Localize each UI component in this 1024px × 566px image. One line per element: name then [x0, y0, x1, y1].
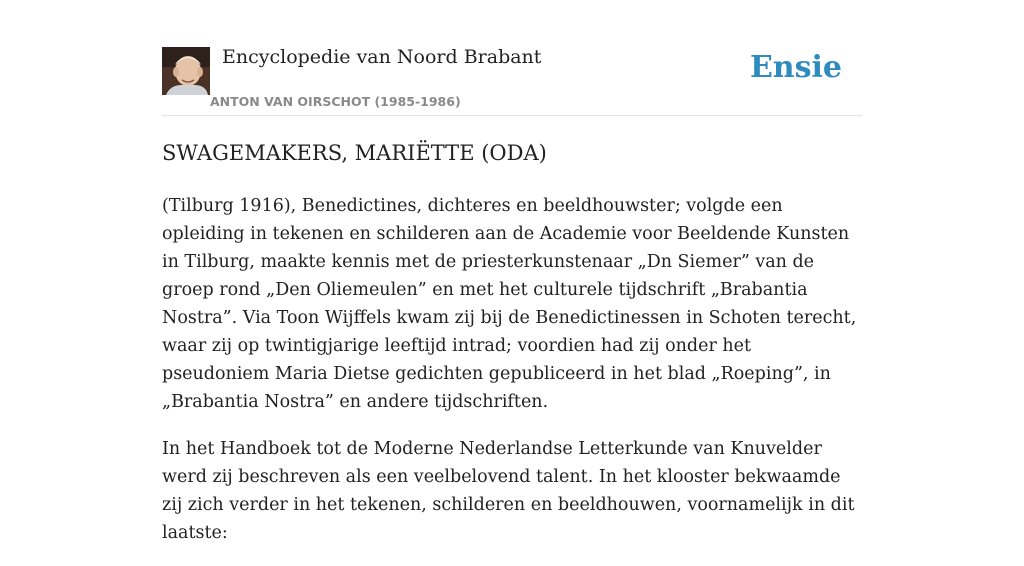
- article-title: SWAGEMAKERS, MARIËTTE (ODA): [162, 141, 547, 165]
- encyclopedia-title[interactable]: Encyclopedie van Noord Brabant: [222, 46, 542, 68]
- author-name[interactable]: ANTON VAN OIRSCHOT (1985-1986): [210, 94, 461, 109]
- ensie-logo[interactable]: Ensie: [749, 50, 842, 85]
- article-body: [162, 192, 862, 566]
- article-header: [162, 44, 862, 116]
- author-avatar[interactable]: [162, 47, 210, 95]
- article-paragraph: In het Handboek tot de Moderne Nederlandse Letterkunde van Knuvelder werd zij beschreven als een veelbelovend talent. In het klooster bekwaamde zij zich verder in het tekenen, schilderen en beeldhouwen, voornamelijk in dit laatste:: [162, 439, 855, 543]
- article-paragraph: (Tilburg 1916), Benedictines, dichteres en beeldhouwster; volgde een opleiding in tekenen en schilderen aan de Academie voor Beeldende Kunsten in Tilburg, maakte kennis met de priesterkunstenaar „Dn Siemer” van de groep rond „Den Oliemeulen” en met het culturele tijdschrift „Brabantia Nostra”. Via Toon Wijffels kwam zij bij de Benedictinessen in Schoten terecht, waar zij op twintigjarige leeftijd intrad; voordien had zij onder het pseudoniem Maria Dietse gedichten gepubliceerd in het blad „Roeping”, in „Brabantia Nostra” en andere tijdschriften.: [162, 196, 857, 412]
- author-portrait-icon: [162, 47, 210, 95]
